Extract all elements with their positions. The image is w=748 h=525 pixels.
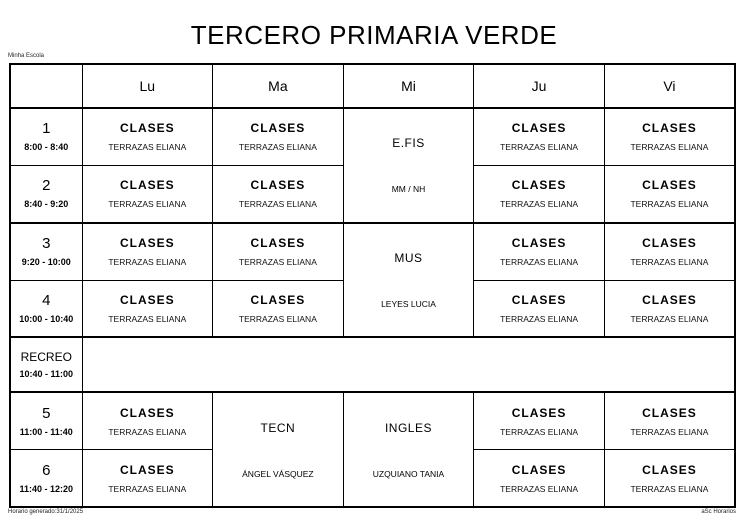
lesson-teacher: TERRAZAS ELIANA	[500, 257, 579, 268]
lesson-subject: CLASES	[250, 236, 306, 251]
lesson-teacher: TERRAZAS ELIANA	[630, 142, 709, 153]
period-cell	[10, 223, 82, 280]
day-header-wed: Mi	[343, 64, 474, 108]
lesson-subject: CLASES	[119, 462, 175, 477]
period-number: 2	[42, 177, 51, 195]
lesson-cell-efis[interactable]	[343, 108, 474, 223]
lesson-teacher: TERRAZAS ELIANA	[238, 142, 317, 153]
lesson-teacher: TERRAZAS ELIANA	[500, 313, 579, 324]
lesson-teacher: TERRAZAS ELIANA	[500, 199, 579, 210]
lesson-teacher: TERRAZAS ELIANA	[108, 142, 187, 153]
lesson-teacher: TERRAZAS ELIANA	[238, 199, 317, 210]
lesson-cell[interactable]	[474, 108, 605, 165]
lesson-teacher: TERRAZAS ELIANA	[630, 257, 709, 268]
period-cell	[10, 108, 82, 165]
lesson-teacher: TERRAZAS ELIANA	[630, 483, 709, 494]
lesson-cell[interactable]	[604, 223, 735, 280]
day-header-tue: Ma	[213, 64, 344, 108]
lesson-subject: CLASES	[250, 178, 306, 193]
break-name: RECREO	[20, 350, 72, 365]
lesson-subject: CLASES	[642, 462, 697, 477]
lesson-cell[interactable]	[213, 165, 344, 222]
lesson-subject: INGLES	[384, 420, 432, 435]
period-time: 8:00 - 8:40	[24, 142, 69, 153]
lesson-subject: CLASES	[511, 178, 567, 193]
lesson-cell-ingles[interactable]	[343, 392, 474, 507]
school-name: Minha Escola	[8, 53, 45, 59]
period-time: 10:00 - 10:40	[19, 313, 74, 324]
corner-cell	[10, 64, 82, 108]
lesson-cell[interactable]	[82, 450, 213, 507]
period-row-5	[10, 392, 735, 449]
lesson-teacher: TERRAZAS ELIANA	[630, 199, 709, 210]
lesson-teacher: TERRAZAS ELIANA	[238, 257, 317, 268]
period-row-3	[10, 223, 735, 280]
day-header-fri: Vi	[604, 64, 735, 108]
lesson-cell[interactable]	[82, 280, 213, 337]
lesson-cell[interactable]	[82, 165, 213, 222]
lesson-subject: CLASES	[511, 236, 567, 251]
lesson-subject: CLASES	[119, 121, 175, 136]
generated-date: Horario generado:31/1/2025	[8, 509, 84, 515]
period-number: 1	[42, 120, 51, 138]
lesson-cell[interactable]	[474, 223, 605, 280]
lesson-subject: MUS	[394, 251, 423, 266]
lesson-cell[interactable]	[604, 450, 735, 507]
period-cell	[10, 280, 82, 337]
lesson-teacher: TERRAZAS ELIANA	[108, 199, 187, 210]
lesson-cell[interactable]	[474, 280, 605, 337]
lesson-cell[interactable]	[82, 392, 213, 449]
lesson-teacher: TERRAZAS ELIANA	[238, 313, 317, 324]
lesson-teacher: TERRAZAS ELIANA	[108, 483, 187, 494]
lesson-teacher: TERRAZAS ELIANA	[500, 426, 579, 437]
lesson-subject: E.FIS	[392, 136, 425, 151]
lesson-subject: TECN	[260, 420, 296, 435]
period-number: 5	[42, 404, 51, 422]
header-row	[10, 64, 735, 108]
period-number: 6	[42, 461, 51, 479]
lesson-subject: CLASES	[511, 121, 567, 136]
lesson-teacher: TERRAZAS ELIANA	[630, 313, 709, 324]
period-number: 3	[42, 235, 51, 253]
lesson-cell[interactable]	[213, 223, 344, 280]
lesson-cell-mus[interactable]	[343, 223, 474, 338]
break-cell	[10, 337, 82, 392]
period-time: 9:20 - 10:00	[21, 257, 71, 268]
lesson-subject: CLASES	[511, 462, 567, 477]
lesson-teacher: UZQUIANO TANIA	[372, 468, 445, 479]
lesson-cell[interactable]	[604, 392, 735, 449]
lesson-teacher: TERRAZAS ELIANA	[500, 483, 579, 494]
lesson-teacher: ÁNGEL VÁSQUEZ	[242, 468, 314, 479]
lesson-subject: CLASES	[250, 121, 306, 136]
lesson-teacher: MM / NH	[391, 184, 426, 195]
lesson-cell[interactable]	[604, 108, 735, 165]
lesson-subject: CLASES	[642, 405, 697, 420]
lesson-subject: CLASES	[119, 405, 175, 420]
lesson-cell-tecn[interactable]	[213, 392, 344, 507]
lesson-cell[interactable]	[604, 165, 735, 222]
lesson-subject: CLASES	[642, 236, 697, 251]
break-empty-cell	[82, 337, 735, 392]
lesson-subject: CLASES	[642, 121, 697, 136]
lesson-subject: CLASES	[511, 292, 567, 307]
period-number: 4	[42, 291, 51, 309]
lesson-cell[interactable]	[474, 392, 605, 449]
lesson-subject: CLASES	[511, 405, 567, 420]
lesson-cell[interactable]	[82, 108, 213, 165]
period-row-1	[10, 108, 735, 165]
lesson-cell[interactable]	[474, 450, 605, 507]
lesson-cell[interactable]	[213, 108, 344, 165]
lesson-cell[interactable]	[474, 165, 605, 222]
page-title: TERCERO PRIMARIA VERDE	[190, 20, 558, 50]
period-cell	[10, 165, 82, 222]
lesson-teacher: TERRAZAS ELIANA	[500, 142, 579, 153]
lesson-subject: CLASES	[642, 178, 697, 193]
period-cell	[10, 450, 82, 507]
day-header-mon: Lu	[82, 64, 213, 108]
lesson-cell[interactable]	[604, 280, 735, 337]
period-time: 11:00 - 11:40	[19, 426, 73, 437]
lesson-subject: CLASES	[250, 292, 306, 307]
lesson-cell[interactable]	[213, 280, 344, 337]
lesson-subject: CLASES	[119, 236, 175, 251]
lesson-teacher: TERRAZAS ELIANA	[108, 426, 187, 437]
day-header-thu: Ju	[474, 64, 605, 108]
lesson-teacher: LEYES LUCIA	[381, 299, 436, 310]
lesson-cell[interactable]	[82, 223, 213, 280]
period-time: 10:40 - 11:00	[19, 369, 74, 380]
lesson-teacher: TERRAZAS ELIANA	[630, 426, 709, 437]
lesson-teacher: TERRAZAS ELIANA	[108, 257, 187, 268]
lesson-subject: CLASES	[642, 292, 697, 307]
period-time: 11:40 - 12:20	[19, 483, 74, 494]
lesson-subject: CLASES	[119, 292, 175, 307]
lesson-teacher: TERRAZAS ELIANA	[108, 313, 187, 324]
software-credit: aSc Horarios	[701, 509, 736, 515]
period-cell	[10, 392, 82, 449]
timetable-grid	[9, 63, 736, 508]
period-time: 8:40 - 9:20	[24, 199, 69, 210]
lesson-subject: CLASES	[119, 178, 175, 193]
break-row	[10, 337, 735, 392]
